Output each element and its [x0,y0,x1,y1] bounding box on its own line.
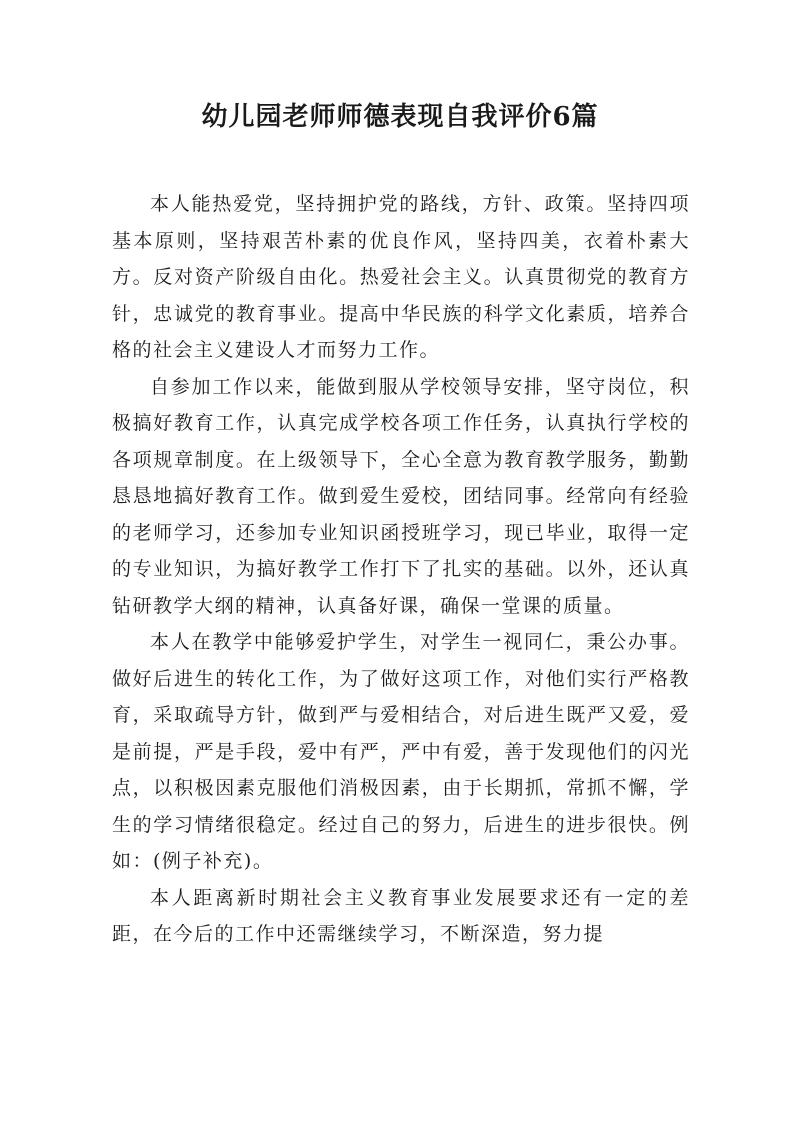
paragraph-2: 自参加工作以来，能做到服从学校领导安排，坚守岗位，积极搞好教育工作，认真完成学校各项工作任务，认真执行学校的各项规章制度。在上级领导下，全心全意为教育教学服务，勤勤恳恳地搞好教育工作。做到爱生爱校，团结同事。经常向有经验的老师学习，还参加专业知识函授班学习，现已毕业，取得一定的专业知识，为搞好教学工作打下了扎实的基础。以外，还认真钻研教学大纲的精神，认真备好课，确保一堂课的质量。 [112,375,690,617]
document-title: 幼儿园老师师德表现自我评价6篇 [201,102,599,132]
paragraph-3: 本人在教学中能够爱护学生，对学生一视同仁，秉公办事。做好后进生的转化工作，为了做好这项工作，对他们实行严格教育，采取疏导方针，做到严与爱相结合，对后进生既严又爱，爱是前提，严是手段，爱中有严，严中有爱，善于发现他们的闪光点，以积极因素克服他们消极因素，由于长期抓，常抓不懈，学生的学习情绪很稳定。经过自己的努力，后进生的进步很快。例如：(例子补充)。 [112,631,690,872]
paragraph-4: 本人距离新时期社会主义教育事业发展要求还有一定的差距，在今后的工作中还需继续学习，不断深造，努力提 [112,886,690,945]
document-body [112,186,690,953]
paragraph-1: 本人能热爱党，坚持拥护党的路线，方针、政策。坚持四项基本原则，坚持艰苦朴素的优良作风，坚持四美，衣着朴素大方。反对资产阶级自由化。热爱社会主义。认真贯彻党的教育方针，忠诚党的教育事业。提高中华民族的科学文化素质，培养合格的社会主义建设人才而努力工作。 [112,193,690,361]
